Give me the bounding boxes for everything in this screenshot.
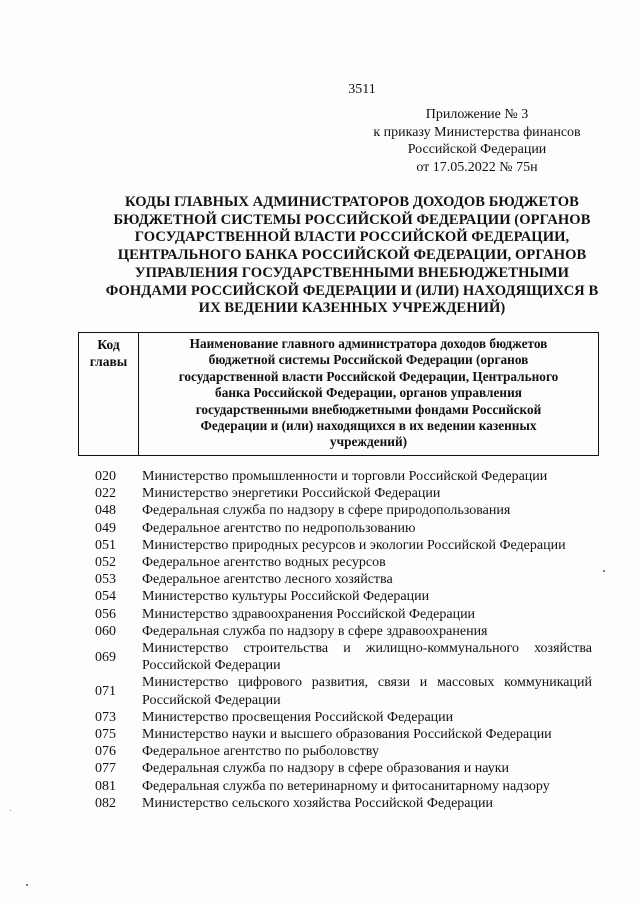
table-row (80, 485, 592, 502)
row-name: Федеральная служба по надзору в сфере природопользования (142, 503, 511, 519)
table-row (80, 571, 592, 588)
appendix-line: от 17.05.2022 № 75н (416, 159, 538, 175)
scan-speck (603, 570, 605, 572)
title-line: УПРАВЛЕНИЯ ГОСУДАРСТВЕННЫМИ ВНЕБЮДЖЕТНЫМИ (134, 264, 570, 281)
row-code: 052 (95, 555, 116, 571)
row-code: 048 (95, 503, 116, 519)
header-name-line: Наименование главного администратора доходов бюджетов (189, 336, 548, 351)
table-row (80, 537, 592, 554)
header-name-line: банка Российской Федерации, органов управления (215, 385, 522, 401)
row-code: 020 (95, 469, 116, 484)
table-row (80, 640, 592, 674)
appendix-line: Приложение № 3 (425, 107, 529, 122)
header-code-cell (79, 333, 139, 455)
row-name: Министерство здравоохранения Российской Федерации (142, 606, 476, 622)
header-code-label: главы (89, 354, 128, 369)
row-code: 076 (95, 744, 116, 760)
row-name: Министерство науки и высшего образования Российской Федерации (142, 727, 552, 743)
row-name: Федеральное агентство по недропользованию (142, 520, 416, 536)
table-row (80, 606, 592, 623)
row-name (142, 674, 592, 708)
table-row (80, 795, 592, 812)
row-code: 073 (95, 709, 116, 725)
table-row (80, 778, 592, 795)
row-name-line: Министерство строительства и жилищно-коммунального хозяйства (142, 641, 592, 657)
row-name: Министерство промышленности и торговли Российской Федерации (142, 469, 548, 484)
scan-speck (26, 884, 28, 886)
code-list (80, 468, 592, 812)
row-code: 081 (95, 778, 116, 794)
header-name-line: бюджетной системы Российской Федерации (органов (208, 352, 529, 368)
row-code: 049 (95, 520, 116, 536)
appendix-line: к приказу Министерства финансов (373, 124, 581, 140)
table-row (80, 726, 592, 743)
row-code: 082 (95, 795, 116, 811)
table-row (80, 760, 592, 777)
row-name-line: Российской Федерации (142, 658, 281, 674)
row-name (142, 640, 592, 674)
row-code: 022 (95, 486, 116, 502)
table-header (78, 332, 599, 456)
row-name: Федеральная служба по надзору в сфере здравоохранения (142, 623, 488, 639)
header-name-cell (139, 333, 598, 455)
row-name: Министерство природных ресурсов и экологии Российской Федерации (142, 537, 566, 553)
row-name: Министерство энергетики Российской Федерации (142, 486, 441, 502)
appendix-line: Российской Федерации (407, 142, 547, 157)
title-line: ЦЕНТРАЛЬНОГО БАНКА РОССИЙСКОЙ ФЕДЕРАЦИИ, ОРГАНОВ (117, 247, 587, 264)
table-row (80, 520, 592, 537)
row-name: Министерство культуры Российской Федерации (142, 589, 430, 605)
table-row (80, 468, 592, 485)
row-code: 071 (95, 684, 116, 700)
row-code: 069 (95, 649, 116, 665)
table-row (80, 743, 592, 760)
header-name-line: государственными внебюджетными фондами Российской (195, 401, 542, 417)
table-row (80, 674, 592, 708)
page-number: 3511 (348, 82, 376, 97)
row-code: 051 (95, 537, 116, 553)
title-line: БЮДЖЕТНОЙ СИСТЕМЫ РОССИЙСКОЙ ФЕДЕРАЦИИ (ОРГАНОВ (113, 211, 591, 228)
title-line: КОДЫ ГЛАВНЫХ АДМИНИСТРАТОРОВ ДОХОДОВ БЮДЖЕТОВ (125, 194, 579, 210)
table-row (80, 502, 592, 519)
row-name-line: Министерство цифрового развития, связи и массовых коммуникаций (142, 675, 592, 691)
scan-speck (10, 810, 11, 811)
appendix-reference (340, 106, 614, 176)
row-name: Министерство сельского хозяйства Российской Федерации (142, 795, 493, 811)
row-code: 053 (95, 572, 116, 588)
row-name: Федеральная служба по надзору в сфере образования и науки (142, 761, 510, 777)
table-row (80, 709, 592, 726)
row-name: Федеральная служба по ветеринарному и фитосанитарному надзору (142, 778, 550, 794)
title-line: ИХ ВЕДЕНИИ КАЗЕННЫХ УЧРЕЖДЕНИЙ) (198, 300, 506, 317)
title-line: ГОСУДАРСТВЕННОЙ ВЛАСТИ РОССИЙСКОЙ ФЕДЕРАЦИИ, (134, 229, 570, 246)
row-name: Федеральное агентство водных ресурсов (142, 555, 386, 571)
document-title (72, 194, 632, 318)
header-name-line: Федерации и (или) находящихся в их ведении казенных (200, 418, 537, 434)
row-code: 060 (95, 623, 116, 639)
table-row (80, 623, 592, 640)
header-name-line: учреждений) (329, 434, 408, 450)
row-code: 056 (95, 606, 116, 622)
row-code: 075 (95, 727, 116, 743)
row-code: 054 (95, 589, 116, 605)
row-name: Федеральное агентство по рыболовству (142, 744, 379, 760)
header-code-label: Код (97, 337, 120, 352)
row-name: Федеральное агентство лесного хозяйства (142, 572, 393, 588)
row-name: Министерство просвещения Российской Федерации (142, 709, 454, 725)
table-row (80, 588, 592, 605)
header-name-line: государственной власти Российской Федерации, Центрального (178, 368, 559, 384)
title-line: ФОНДАМИ РОССИЙСКОЙ ФЕДЕРАЦИИ И (ИЛИ) НАХОДЯЩИХСЯ В (105, 282, 599, 299)
row-name-line: Российской Федерации (142, 692, 281, 708)
row-code: 077 (95, 761, 116, 777)
table-row (80, 554, 592, 571)
